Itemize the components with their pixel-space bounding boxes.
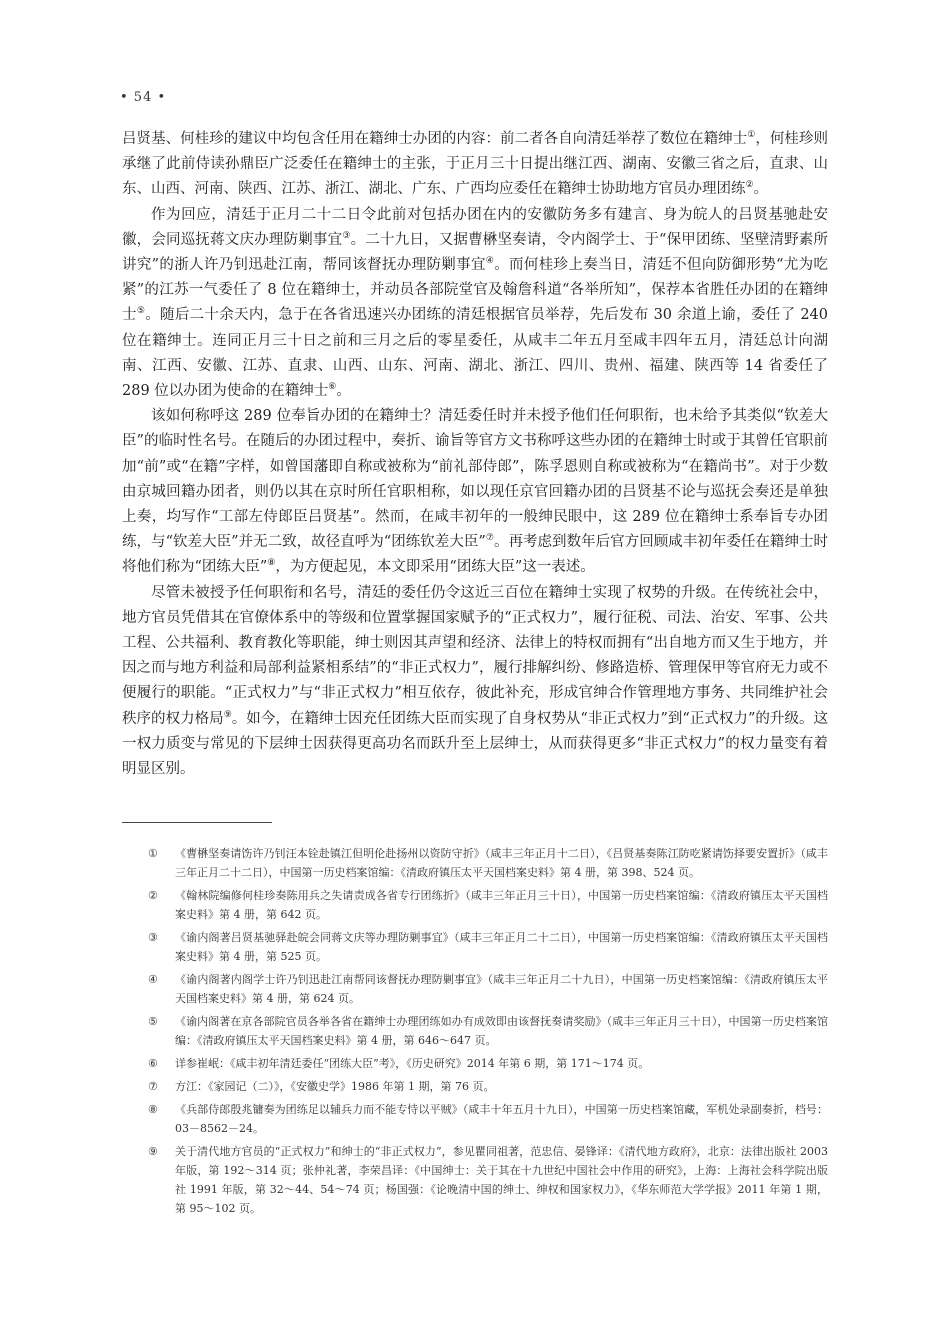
- text-segment: 。而何桂珍上奏当日，清廷不但向防御形势“尤为吃紧”的江苏一气委任了 8 位在籍绅士，并动员各部院堂官及翰詹科道“各举所知”，保荐本省胜任办团的在籍绅士: [122, 257, 828, 324]
- footnote-mark: ⑤: [148, 1015, 158, 1028]
- footnote-item: [148, 844, 828, 882]
- footnote-ref[interactable]: ⑧: [267, 558, 276, 569]
- text-segment: 尽管未被授予任何职衔和名号，清廷的委任仍令这近三百位在籍绅士实现了权势的升级。在传统社会中，地方官员凭借其在官僚体系中的等级和位置掌握国家赋予的“正式权力”，履行征税、司法、治安、军事、公共工程、公共福利、教育教化等职能，绅士则因其声望和经济、法律上的特权而拥有“出自地方而又生于地方，并因之而与地方利益和局部利益紧相系结”的“非正式权力”，履行排解纠纷、修路造桥、管理保甲等官府无力或不便履行的职能。“正式权力”与“非正式权力”相互依存，彼此补充，形成官绅合作管理地方事务、共同维护社会秩序的权力格局: [122, 584, 828, 727]
- text-segment: ，为方便起见，本文即采用“团练大臣”这一表述。: [275, 559, 595, 576]
- footnote-text: 《谕内阁著内阁学士许乃钊迅赴江南帮同该督抚办理防剿事宜》（咸丰三年正月二十九日），中国第一历史档案馆编：《清政府镇压太平天国档案史料》第 4 册，第 624 页。: [175, 973, 828, 1005]
- page-number: • 54 •: [120, 90, 167, 105]
- text-segment: 。: [336, 383, 351, 400]
- footnote-ref[interactable]: ⑦: [485, 533, 494, 544]
- body-paragraph: [122, 203, 828, 405]
- footnote-ref[interactable]: ②: [745, 180, 754, 191]
- footnote-item: [148, 1100, 828, 1138]
- footnote-mark: ③: [148, 931, 158, 944]
- footnote-text: 方江：《家园记（二）》，《安徽史学》1986 年第 1 期，第 76 页。: [175, 1080, 495, 1093]
- footnote-mark: ②: [148, 889, 158, 902]
- footnote-item: [148, 928, 828, 966]
- footnote-ref[interactable]: ①: [747, 130, 756, 140]
- footnote-item: [148, 1054, 828, 1073]
- footnote-ref[interactable]: ⑤: [136, 306, 146, 317]
- text-segment: 。二十九日，又据曹楙坚奏请，令内阁学士、于“保甲团练、坚壁清野素所讲究”的浙人许乃钊迅赴江南，帮同该督抚办理防剿事宜: [122, 231, 828, 274]
- footnote-ref[interactable]: ⑨: [223, 709, 232, 720]
- text-segment: 。: [753, 181, 769, 198]
- footnote-divider: [122, 822, 272, 823]
- body-paragraph: [122, 127, 828, 203]
- body-paragraph: [122, 404, 828, 580]
- footnote-text: 《翰林院编修何桂珍奏陈用兵之失请责成各省专行团练折》（咸丰三年正月三十日），中国第一历史档案馆编：《清政府镇压太平天国档案史料》第 4 册，第 642 页。: [175, 889, 828, 921]
- footnote-item: [148, 1012, 828, 1050]
- footnote-text: 关于清代地方官员的“正式权力”和绅士的“非正式权力”，参见瞿同祖著，范忠信、晏锋译：《清代地方政府》，北京：法律出版社 2003 年版，第 192～314 页；张仲礼著，李荣昌译：《中国绅士：关于其在十九世纪中国社会中作用的研究》，上海：上海社会科学院出版社 1991 年版，第 32～44、54～74 页；杨国强：《论晚清中国的绅士、绅权和国家权力》，《华东师范大学学报》2011 年第 1 期，第 95～102 页。: [175, 1145, 828, 1215]
- footnote-text: 《谕内阁著吕贤基驰驿赴皖会同蒋文庆等办理防剿事宜》（咸丰三年正月二十二日），中国第一历史档案馆编：《清政府镇压太平天国档案史料》第 4 册，第 525 页。: [175, 931, 828, 963]
- body-text: [122, 127, 828, 782]
- footnote-mark: ⑦: [148, 1080, 158, 1093]
- text-segment: 作为回应，清廷于正月二十二日令此前对包括办团在内的安徽防务多有建言、身为皖人的吕贤基驰赴安徽，会同巡抚蒋文庆办理防剿事宜: [122, 206, 828, 248]
- footnotes: [148, 844, 828, 1222]
- footnote-ref[interactable]: ④: [485, 256, 495, 267]
- footnote-mark: ⑨: [148, 1145, 158, 1158]
- body-paragraph: [122, 581, 828, 783]
- footnote-item: [148, 886, 828, 924]
- footnote-text: 《谕内阁著在京各部院官员各举各省在籍绅士办理团练如办有成效即由该督抚奏请奖励》（咸丰三年正月三十日），中国第一历史档案馆编：《清政府镇压太平天国档案史料》第 4 册，第 646～647 页。: [175, 1015, 828, 1047]
- footnote-ref[interactable]: ③: [342, 230, 351, 241]
- footnote-ref[interactable]: ⑥: [328, 382, 337, 393]
- text-segment: 。再考虑到数年后官方回顾咸丰初年委任在籍绅士时将他们称为“团练大臣”: [122, 534, 828, 576]
- text-segment: ，何桂珍则承继了此前侍读孙鼎臣广泛委任在籍绅士的主张，于正月三十日提出继江西、湖南、安徽三省之后，直隶、山东、山西、河南、陕西、江苏、浙江、湖北、广东、广西均应委任在籍绅士协助地方官员办理团练: [122, 131, 828, 198]
- text-segment: 。如今，在籍绅士因充任团练大臣而实现了自身权势从“非正式权力”到“正式权力”的升级。这一权力质变与常见的下层绅士因获得更高功名而跃升至上层绅士，从而获得更多“非正式权力”的权力量变有着明显区别。: [122, 710, 828, 778]
- text-segment: 。随后二十余天内，急于在各省迅速兴办团练的清廷根据官员举荐，先后发布 30 余道上谕，委任了 240 位在籍绅士。连同正月三十日之前和三月之后的零星委任，从咸丰二年五月至咸丰四年五月，清廷总计向湖南、江西、安徽、江苏、直隶、山西、山东、河南、湖北、浙江、四川、贵州、福建、陕西等 14 省委任了 289 位以办团为使命的在籍绅士: [122, 307, 829, 400]
- footnote-item: [148, 970, 828, 1008]
- text-segment: 吕贤基、何桂珍的建议中均包含任用在籍绅士办团的内容：前二者各自向清廷举荐了数位在籍绅士: [122, 131, 748, 147]
- footnote-item: [148, 1077, 828, 1096]
- footnote-text: 详参崔岷：《咸丰初年清廷委任“团练大臣”考》，《历史研究》2014 年第 6 期，第 171～174 页。: [175, 1057, 650, 1070]
- footnote-mark: ⑥: [148, 1057, 158, 1070]
- footnote-item: [148, 1142, 828, 1218]
- footnote-mark: ④: [148, 973, 158, 986]
- footnote-text: 《曹楙坚奏请饬许乃钊汪本铨赴镇江但明伦赴扬州以资防守折》（咸丰三年正月十二日），《吕贤基奏陈江防吃紧请饬择要安置折》（咸丰三年正月二十二日），中国第一历史档案馆编：《清政府镇压太平天国档案史料》第 4 册，第 398、524 页。: [175, 847, 828, 879]
- text-segment: 该如何称呼这 289 位奉旨办团的在籍绅士？清廷委任时并未授予他们任何职衔，也未给予其类似“钦差大臣”的临时性名号。在随后的办团过程中，奏折、谕旨等官方文书称呼这些办团的在籍绅士时或于其曾任官职前加“前”或“在籍”字样，如曾国藩即自称或被称为“前礼部侍郎”，陈孚恩则自称或被称为“在籍尚书”。对于少数由京城回籍办团者，则仍以其在京时所任官职相称，如以现任京官回籍办团的吕贤基不论与巡抚会奏还是单独上奏，均写作“工部左侍郎臣吕贤基”。然而，在咸丰初年的一般绅民眼中，这 289 位在籍绅士系奉旨专办团练，与“钦差大臣”并无二致，故径直呼为“团练钦差大臣”: [122, 408, 828, 551]
- footnote-mark: ⑧: [148, 1103, 158, 1116]
- footnote-text: 《兵部侍郎殷兆镛奏为团练足以辅兵力而不能专恃以平贼》（咸丰十年五月十九日），中国第一历史档案馆藏，军机处录副奏折，档号：03－8562－24。: [175, 1103, 828, 1135]
- footnote-mark: ①: [148, 847, 158, 860]
